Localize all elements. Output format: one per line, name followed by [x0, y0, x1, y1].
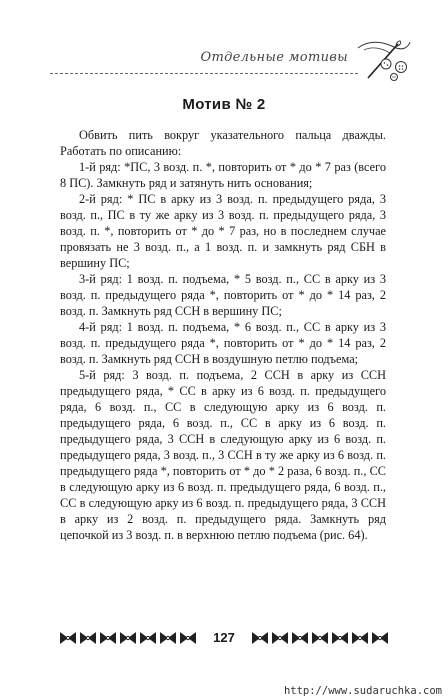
- body-text: [60, 127, 386, 543]
- paragraph-row-2: 2-й ряд: * ПС в арку из 3 возд. п. предыдущего ряда, 3 возд. п., ПС в ту же арку из 3 возд. п. предыдущего ряда, 3 возд. п. *, повторить от * до * 7 раз, но в последнем случае провязать не 3 возд. п., а 1 возд. п. и замкнуть ряд СБН в вершину ПС;: [60, 192, 386, 270]
- needle-and-buttons-icon: [354, 38, 414, 82]
- page-header: [50, 40, 410, 84]
- bow-border-ornament-icon: [58, 628, 198, 648]
- paragraph-intro: Обвить пить вокруг указательного пальца дважды. Работать по описанию:: [60, 128, 386, 158]
- paragraph-row-1: 1-й ряд: *ПС, 3 возд. п. *, повторить от * до * 7 раз (всего 8 ПС). Замкнуть ряд и затянуть нить основания;: [60, 160, 386, 190]
- paragraph-row-3: 3-й ряд: 1 возд. п. подъема, * 5 возд. п., СС в арку из 3 возд. п. предыдущего ряда *, повторить от * до * 14 раз, 2 возд. п. Замкнуть ряд ССН в вершину ПС;: [60, 272, 386, 318]
- paragraph-row-5: 5-й ряд: 3 возд. п. подъема, 2 ССН в арку из ССН предыдущего ряда, * СС в арку из 6 возд. п. предыдущего ряда, 6 возд. п., СС в следующую арку из 6 возд. п. предыдущего ряда, 6 возд. п., СС в арку из 6 возд. п. предыдущего ряда, 3 ССН в следующую арку из 6 возд. п. предыдущего ряда, 3 возд. п., 3 ССН в ту же арку из 6 возд. п. предыдущего ряда *, повторить от * до * 2 раза, 6 возд. п., СС в следующую арку из 6 возд. п. предыдущего ряда, 6 возд. п., СС в следующую арку из 6 возд. п. предыдущего ряда, 3 ССН в арку из 2 возд. п. предыдущего ряда. Замкнуть ряд цепочкой из 3 возд. п. в верхнюю петлю подъема (рис. 64).: [60, 368, 386, 542]
- motif-title: Мотив № 2: [182, 96, 266, 113]
- page-number: 127: [213, 630, 235, 645]
- paragraph-row-4: 4-й ряд: 1 возд. п. подъема, * 6 возд. п., СС в арку из 3 возд. п. предыдущего ряда *, повторить от * до * 14 раз, 2 возд. п. Замкнуть ряд ССН в воздушную петлю подъема;: [60, 320, 386, 366]
- watermark-url: http://www.sudaruchka.com: [283, 685, 442, 697]
- bow-border-ornament-icon: [250, 628, 390, 648]
- page-footer: [58, 628, 390, 648]
- section-title: Отдельные мотивы: [200, 50, 348, 65]
- header-divider: [50, 73, 358, 74]
